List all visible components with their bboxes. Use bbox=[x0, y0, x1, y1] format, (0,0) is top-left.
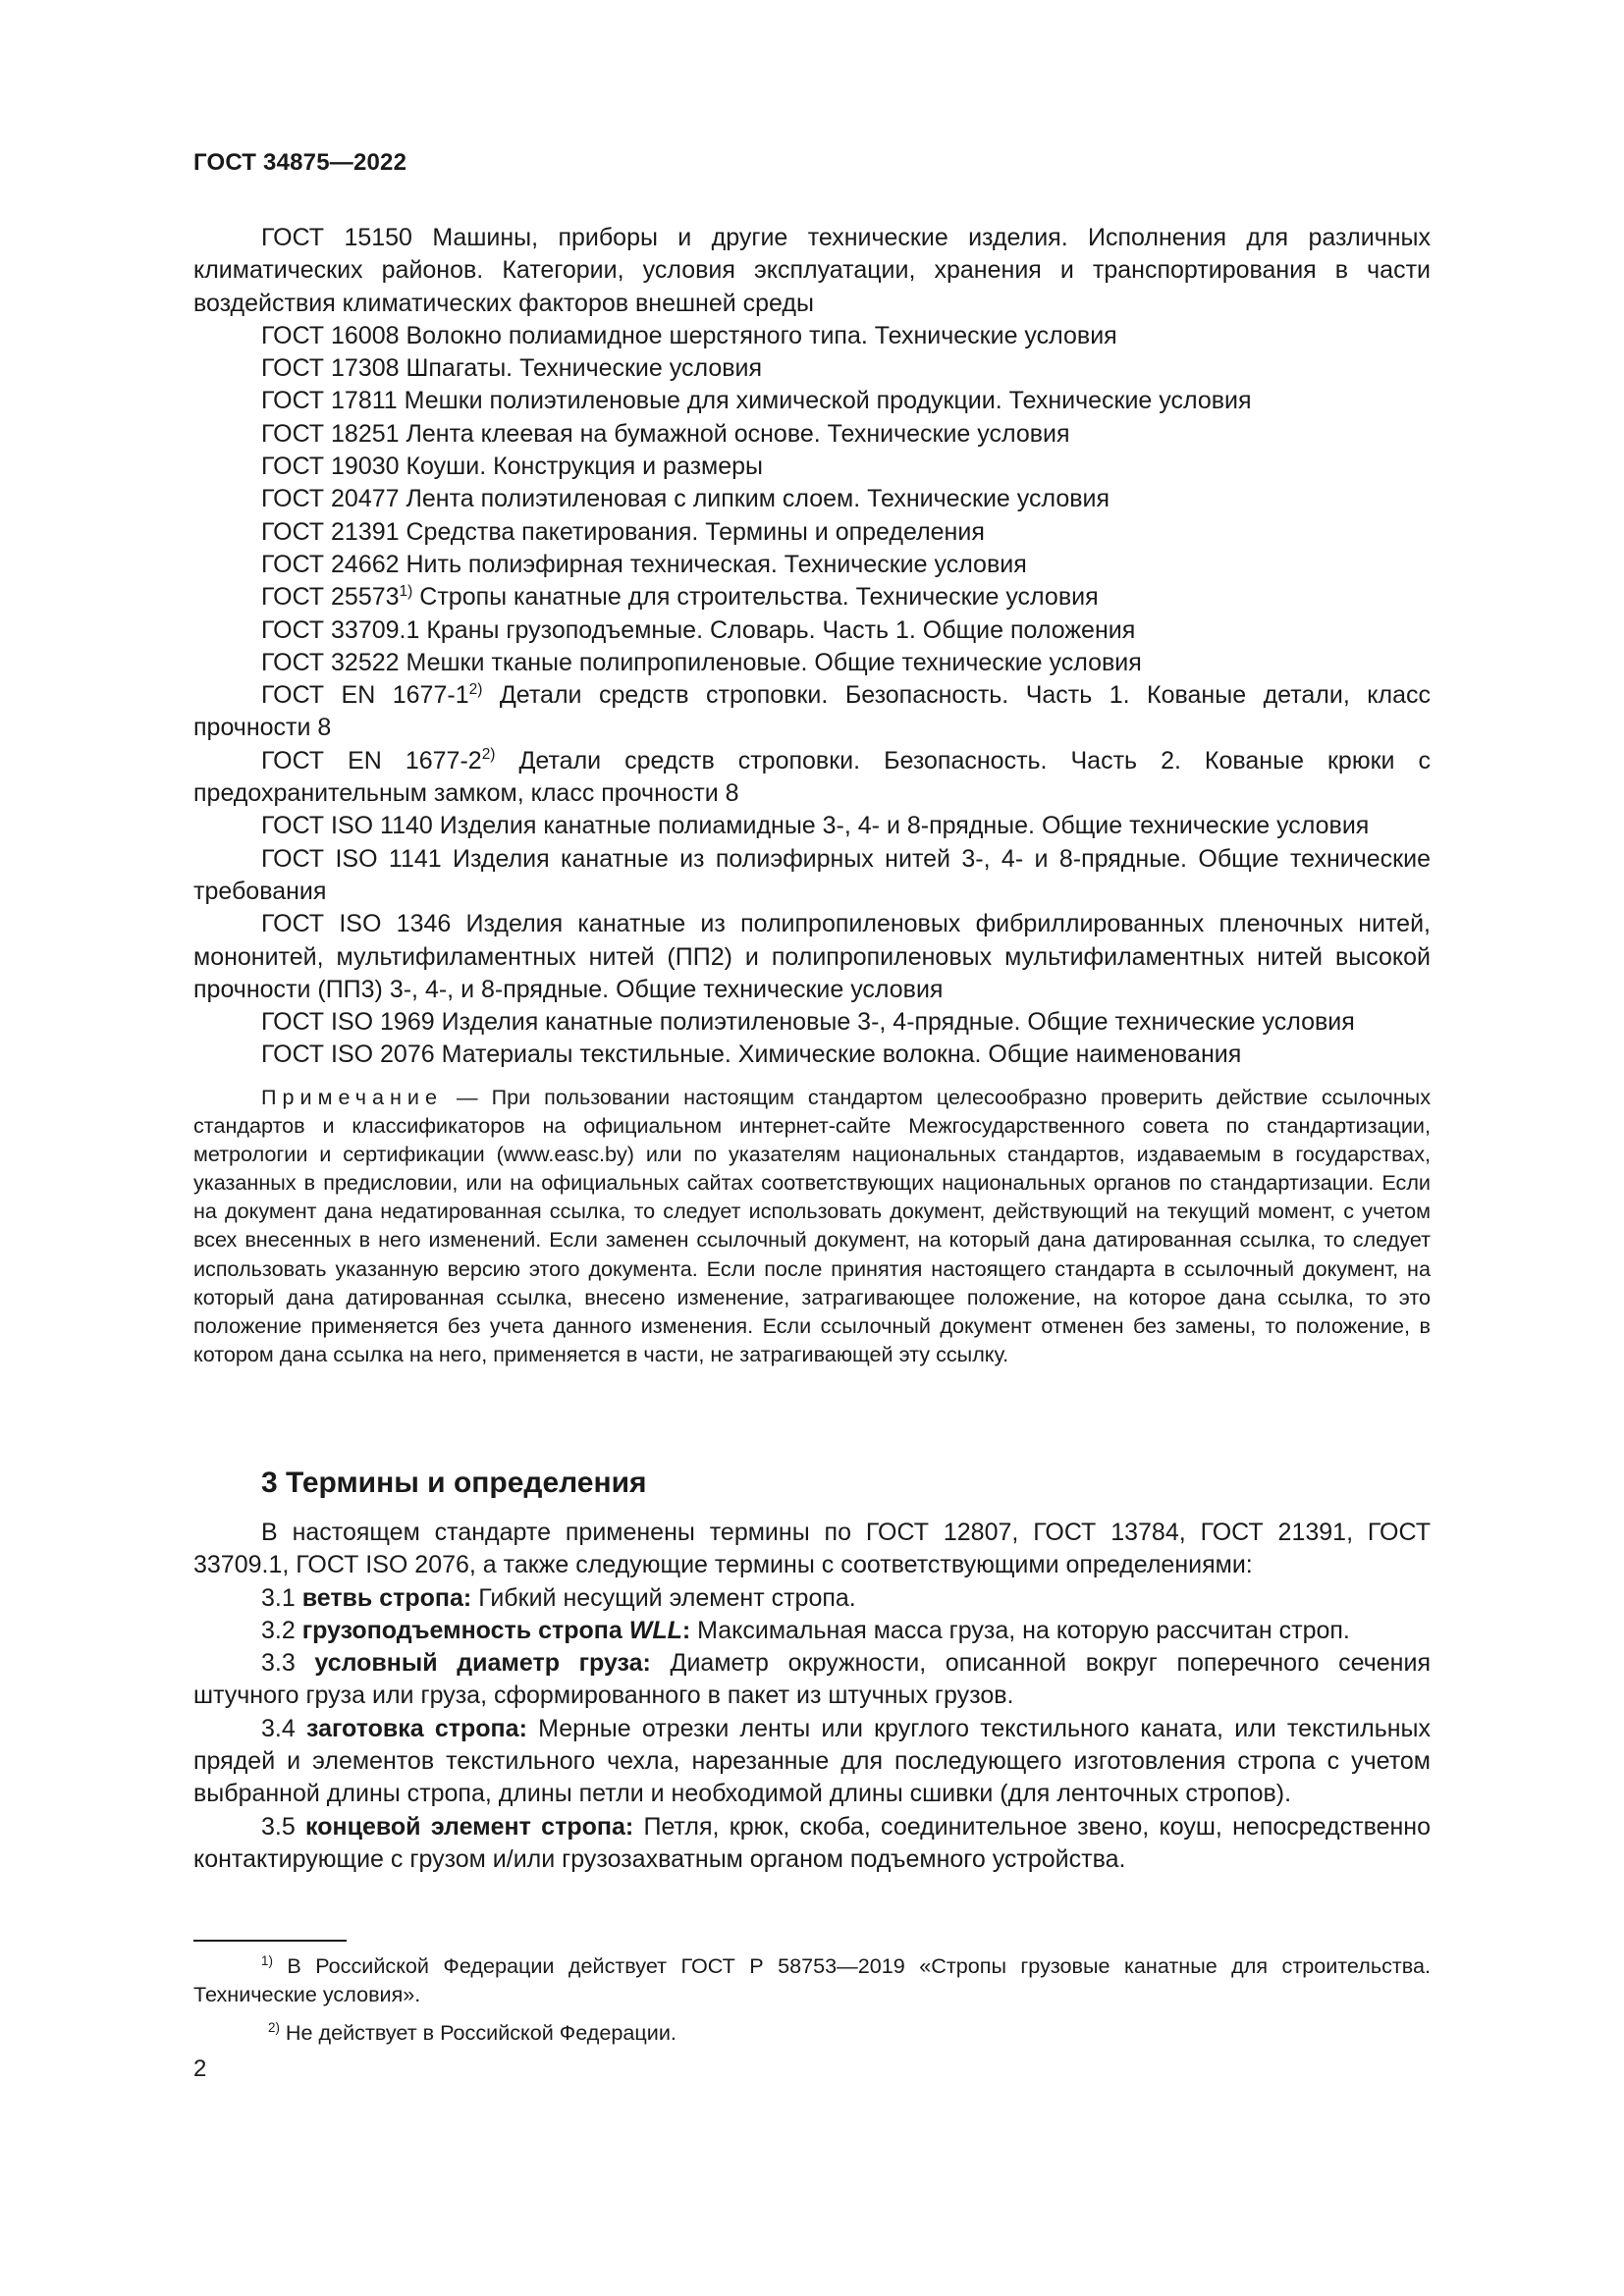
term-definition bbox=[193, 1615, 1431, 1647]
reference-item: ГОСТ 15150 Машины, приборы и другие технические изделия. Исполнения для различных климатических районов. Категории, условия эксплуатации, хранения и транспортирования в части воздействия климатических факторов внешней среды bbox=[193, 224, 1431, 317]
page-number: 2 bbox=[193, 2056, 207, 2082]
terms-section bbox=[193, 1517, 1431, 1876]
reference-item: ГОСТ 17308 Шпагаты. Технические условия bbox=[261, 354, 763, 383]
footnote bbox=[193, 1951, 1431, 2008]
note-label: Примечание bbox=[261, 1085, 443, 1109]
reference-item: ГОСТ ISO 1141 Изделия канатные из полиэфирных нитей 3-, 4- и 8-прядные. Общие технические требования bbox=[193, 844, 1431, 905]
reference-code: ГОСТ EN 1677-2 bbox=[261, 746, 482, 774]
reference-item: ГОСТ 32522 Мешки тканые полипропиленовые. Общие технические условия bbox=[261, 648, 1142, 676]
reference-item: ГОСТ ISO 2076 Материалы текстильные. Химические волокна. Общие наименования bbox=[261, 1041, 1242, 1069]
term-definition bbox=[193, 1811, 1431, 1877]
term-number: 3.2 bbox=[261, 1616, 302, 1644]
reference-item: ГОСТ ISO 1346 Изделия канатные из полипропиленовых фибриллированных пленочных нитей, мононитей, мультифиламентных нитей (ПП2) и полипропиленовых мультифиламентных нитей высокой прочности (ПП3) 3-, 4-, и 8-прядные. Общие технические условия bbox=[193, 910, 1431, 1003]
term-text: Мерные отрезки ленты или круглого текстильного каната, или текстильных прядей и элементов текстильного чехла, нарезанные для последующего изготовления стропа с учетом выбранной длины стропа, длины петли и необходимой длины сшивки (для ленточных стропов). bbox=[193, 1714, 1432, 1808]
term-number: 3.1 bbox=[261, 1583, 302, 1612]
reference-item: ГОСТ 33709.1 Краны грузоподъемные. Словарь. Часть 1. Общие положения bbox=[261, 615, 1136, 644]
reference-item bbox=[193, 581, 1431, 614]
reference-item bbox=[193, 745, 1431, 811]
term-number: 3.4 bbox=[261, 1714, 306, 1742]
footnote-marker: 2) bbox=[268, 2019, 280, 2035]
note-text: — При пользовании настоящим стандартом целесообразно проверить действие ссылочных стандартов и классификаторов на официальном интернет-сайте Межгосударственного совета по стандартизации, метрологии и сертификации (www.easc.by) или по указателям национальных стандартов, издаваемым в государствах, указанных в предисловии, или на официальных сайтах соответствующих национальных органов по стандартизации. Если на документ дана недатированная ссылка, то следует использовать документ, действующий на текущий момент, с учетом всех внесенных в него изменений. Если заменен ссылочный документ, на который дана датированная ссылка, то следует использовать указанную версию этого документа. Если после принятия настоящего стандарта в ссылочный документ, на который дана датированная ссылка, внесено изменение, затрагивающее положение, на которое дана ссылка, то это положение применяется без учета данного изменения. Если ссылочный документ отменен без замены, то положение, в котором дана ссылка на него, применяется в части, не затрагивающей эту ссылку. bbox=[193, 1085, 1431, 1366]
footnote bbox=[193, 2018, 1431, 2047]
footnote-marker: 2) bbox=[468, 680, 483, 698]
term-name: ветвь стропа: bbox=[301, 1583, 472, 1612]
reference-item: ГОСТ 19030 Коуши. Конструкция и размеры bbox=[261, 453, 763, 481]
reference-code: ГОСТ EN 1677-1 bbox=[261, 681, 469, 710]
term-definition bbox=[193, 1647, 1431, 1713]
term-name: условный диаметр груза: bbox=[314, 1649, 651, 1678]
term-abbreviation: WLL bbox=[628, 1616, 682, 1644]
term-text: Гибкий несущий элемент стропа. bbox=[471, 1583, 856, 1612]
reference-item bbox=[193, 679, 1431, 745]
footnote-marker: 2) bbox=[481, 746, 496, 764]
footnote-text: Не действует в Российской Федерации. bbox=[279, 2020, 677, 2046]
reference-item: ГОСТ 18251 Лента клеевая на бумажной основе. Технические условия bbox=[261, 419, 1070, 448]
footnote-divider bbox=[193, 1940, 347, 1942]
reference-title: Детали средств строповки. Безопасность. Часть 2. Кованые крюки с предохранительным замком, класс прочности 8 bbox=[193, 746, 1431, 808]
reference-item: ГОСТ 20477 Лента полиэтиленовая с липким слоем. Технические условия bbox=[261, 485, 1110, 513]
reference-title: Стропы канатные для строительства. Технические условия bbox=[412, 583, 1099, 612]
term-text: Диаметр окружности, описанной вокруг поперечного сечения штучного груза или груза, сформированного в пакет из штучных грузов. bbox=[193, 1649, 1431, 1710]
reference-item: ГОСТ 21391 Средства пакетирования. Термины и определения bbox=[261, 517, 985, 546]
term-number: 3.3 bbox=[261, 1649, 315, 1678]
page-header: ГОСТ 34875—2022 bbox=[193, 149, 407, 176]
footnote-text: В Российской Федерации действует ГОСТ Р 58753—2019 «Стропы грузовые канатные для строительства. Технические условия». bbox=[193, 1953, 1431, 2007]
reference-item: ГОСТ 16008 Волокно полиамидное шерстяного типа. Технические условия bbox=[261, 321, 1117, 349]
reference-item: ГОСТ ISO 1969 Изделия канатные полиэтиленовые 3-, 4-прядные. Общие технические условия bbox=[261, 1008, 1355, 1037]
term-text: Петля, крюк, скоба, соединительное звено, коуш, непосредственно контактирующие с грузом и/или грузозахватным органом подъемного устройства. bbox=[193, 1812, 1431, 1873]
footnotes bbox=[193, 1951, 1431, 2047]
footnote-marker: 1) bbox=[261, 1952, 273, 1968]
references-note bbox=[193, 1083, 1431, 1368]
normative-references-list bbox=[193, 222, 1431, 1072]
reference-item: ГОСТ 17811 Мешки полиэтиленовые для химической продукции. Технические условия bbox=[261, 387, 1252, 415]
term-name: заготовка стропа: bbox=[305, 1714, 527, 1742]
term-text: Максимальная масса груза, на которую рассчитан строп. bbox=[690, 1616, 1350, 1644]
reference-code: ГОСТ 25573 bbox=[261, 583, 400, 612]
reference-item: ГОСТ ISO 1140 Изделия канатные полиамидные 3-, 4- и 8-прядные. Общие технические условия bbox=[261, 812, 1370, 840]
footnote-marker: 1) bbox=[399, 582, 413, 600]
reference-title: Детали средств строповки. Безопасность. Часть 1. Кованые детали, класс прочности 8 bbox=[193, 681, 1431, 742]
term-name: грузоподъемность стропа bbox=[301, 1616, 629, 1644]
term-name: концевой элемент стропа: bbox=[305, 1812, 634, 1841]
section-intro: В настоящем стандарте применены термины по ГОСТ 12807, ГОСТ 13784, ГОСТ 21391, ГОСТ 33709.1, ГОСТ ISO 2076, а также следующие термины с соответствующими определениями: bbox=[193, 1519, 1431, 1579]
reference-item: ГОСТ 24662 Нить полиэфирная техническая. Технические условия bbox=[261, 550, 1027, 578]
term-definition bbox=[193, 1713, 1431, 1811]
term-definition bbox=[193, 1582, 1431, 1615]
term-colon: : bbox=[681, 1616, 691, 1644]
term-number: 3.5 bbox=[261, 1812, 306, 1841]
section-title: 3 Термины и определения bbox=[261, 1467, 647, 1499]
